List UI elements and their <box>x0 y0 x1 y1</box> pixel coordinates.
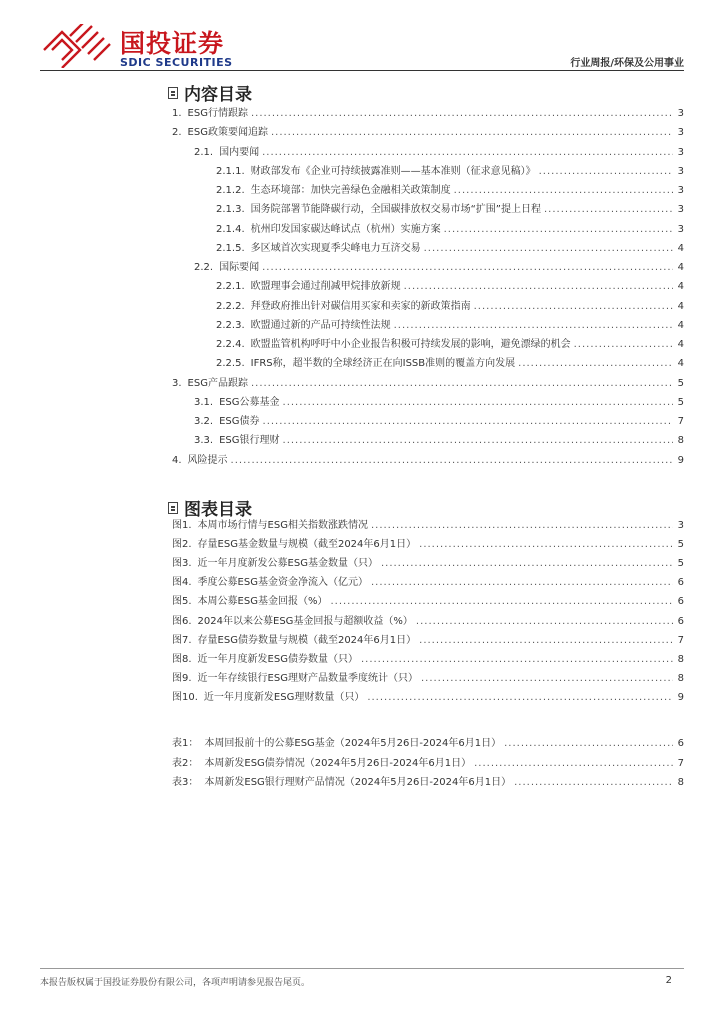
toc-entry[interactable] <box>172 671 684 687</box>
toc-entry[interactable] <box>216 202 684 218</box>
entry-page: 4 <box>677 262 684 273</box>
leader-dots <box>283 433 673 449</box>
entry-number: 3.2. <box>194 416 214 427</box>
entry-title: 本周新发ESG债券情况（2024年5月26日-2024年6月1日） <box>204 757 472 769</box>
entry-page: 7 <box>677 416 684 427</box>
toc-entry[interactable] <box>172 518 684 534</box>
toc-entry[interactable] <box>172 594 684 610</box>
leader-dots <box>514 775 673 791</box>
entry-title: 欧盟监管机构呼吁中小企业报告积极可持续发展的影响，避免漂绿的机会 <box>250 339 571 350</box>
page-number: 2 <box>665 975 672 986</box>
toc-entry[interactable] <box>172 736 684 752</box>
entry-number: 图10. <box>172 691 198 703</box>
entry-page: 4 <box>677 242 684 254</box>
entry-page: 4 <box>677 281 684 293</box>
entry-title: 欧盟理事会通过削减甲烷排放新规 <box>250 281 401 293</box>
leader-dots <box>518 356 672 372</box>
entry-title: ESG政策要闻追踪 <box>187 127 268 139</box>
entry-page: 7 <box>677 757 684 769</box>
entry-number: 1. <box>172 108 182 119</box>
toc-entry[interactable] <box>194 260 684 276</box>
logo-english-name: SDIC SECURITIES <box>120 56 233 69</box>
entry-number: 图3. <box>172 558 192 570</box>
leader-dots <box>504 736 673 752</box>
entry-number: 图4. <box>172 577 192 589</box>
entry-page: 5 <box>677 396 684 408</box>
toc-entry[interactable] <box>172 106 684 122</box>
toc-entry[interactable] <box>172 537 684 553</box>
entry-page: 3 <box>677 146 684 158</box>
entry-title: ESG行情跟踪 <box>187 108 248 119</box>
leader-dots <box>421 671 673 687</box>
entry-page: 5 <box>677 558 684 570</box>
toc-entry[interactable] <box>172 633 684 649</box>
toc-entry[interactable] <box>216 318 684 334</box>
entry-page: 3 <box>677 185 684 196</box>
entry-page: 4 <box>677 319 684 331</box>
toc-entry[interactable] <box>216 279 684 295</box>
leader-dots <box>394 318 673 334</box>
entry-number: 图6. <box>172 615 192 627</box>
entry-number: 图1. <box>172 520 192 531</box>
toc-entry[interactable] <box>172 575 684 591</box>
entry-number: 图9. <box>172 672 192 684</box>
leader-dots <box>454 183 673 199</box>
entry-title: ESG公募基金 <box>219 396 280 408</box>
entry-page: 8 <box>677 653 684 665</box>
entry-page: 3 <box>677 108 684 119</box>
leader-dots <box>574 337 673 353</box>
entry-title: 本周回报前十的公募ESG基金（2024年5月26日-2024年6月1日） <box>204 738 502 749</box>
entry-page: 3 <box>677 127 684 139</box>
leader-dots <box>419 537 672 553</box>
leader-dots <box>371 518 673 534</box>
entry-number: 2.2.1. <box>216 281 245 293</box>
entry-number: 3.1. <box>194 396 214 408</box>
leader-dots <box>330 594 672 610</box>
entry-page: 8 <box>677 672 684 684</box>
toc-entry[interactable] <box>216 299 684 315</box>
entry-number: 表3： <box>172 777 199 788</box>
footer-divider <box>40 968 684 969</box>
toc-title: 内容目录 <box>168 80 252 105</box>
entry-number: 2.1.2. <box>216 185 245 196</box>
entry-number: 3.3. <box>194 435 214 447</box>
entry-title: 生态环境部：加快完善绿色金融相关政策制度 <box>250 185 451 196</box>
entry-title: 存量ESG基金数量与规模（截至2024年6月1日） <box>197 539 417 551</box>
entry-page: 6 <box>677 596 684 608</box>
entry-title: 欧盟通过新的产品可持续性法规 <box>250 319 391 331</box>
toc-entry[interactable] <box>194 433 684 449</box>
entry-number: 2.1.5. <box>216 242 245 254</box>
entry-number: 2.1.3. <box>216 204 245 216</box>
toc-entry[interactable] <box>216 183 684 199</box>
toc-entry[interactable] <box>216 241 684 257</box>
entry-title: 近一年月度新发ESG债券数量（只） <box>197 653 358 665</box>
leader-dots <box>367 690 672 706</box>
toc-entry[interactable] <box>216 222 684 238</box>
document-icon <box>168 502 178 514</box>
leader-dots <box>544 202 673 218</box>
entry-number: 图7. <box>172 634 192 646</box>
entry-page: 9 <box>677 454 684 466</box>
entry-number: 2.2.5. <box>216 358 245 370</box>
entry-number: 2. <box>172 127 182 139</box>
footer-disclaimer: 本报告版权属于国投证券股份有限公司，各项声明请参见报告尾页。 <box>40 978 311 988</box>
toc-entry[interactable] <box>172 453 684 469</box>
entry-title: 2024年以来公募ESG基金回报与超额收益（%） <box>197 615 413 627</box>
entry-page: 4 <box>677 358 684 370</box>
entry-title: 本周新发ESG银行理财产品情况（2024年5月26日-2024年6月1日） <box>204 777 512 788</box>
entry-number: 2.1.1. <box>216 165 245 177</box>
leader-dots <box>283 395 673 411</box>
entry-title: 本周公募ESG基金回报（%） <box>197 596 328 608</box>
entry-page: 6 <box>677 615 684 627</box>
leader-dots <box>404 279 673 295</box>
entry-number: 图5. <box>172 596 192 608</box>
leader-dots <box>371 575 673 591</box>
toc-entry[interactable] <box>216 164 684 180</box>
leader-dots <box>361 652 673 668</box>
entry-page: 4 <box>677 339 684 350</box>
entry-title: 杭州印发国家碳达峰试点（杭州）实施方案 <box>250 223 441 235</box>
entry-title: 近一年存续银行ESG理财产品数量季度统计（只） <box>197 672 418 684</box>
entry-title: 存量ESG债券数量与规模（截至2024年6月1日） <box>197 634 417 646</box>
toc-entry[interactable] <box>172 690 684 706</box>
leader-dots <box>263 414 673 430</box>
toc-entry[interactable] <box>172 556 684 572</box>
leader-dots <box>271 125 673 141</box>
figures-title: 图表目录 <box>168 495 252 520</box>
leader-dots <box>251 376 673 392</box>
toc-entry[interactable] <box>216 356 684 372</box>
entry-number: 2.2.2. <box>216 300 245 312</box>
entry-number: 图8. <box>172 653 192 665</box>
entry-title: 风险提示 <box>187 454 228 466</box>
toc-entry[interactable] <box>172 652 684 668</box>
entry-page: 3 <box>677 520 684 531</box>
leader-dots <box>444 222 673 238</box>
entry-title: 季度公募ESG基金资金净流入（亿元） <box>197 577 368 589</box>
leader-dots <box>424 241 673 257</box>
toc-entry[interactable] <box>172 125 684 141</box>
report-category: 行业周报/环保及公用事业 <box>570 58 684 69</box>
entry-page: 6 <box>677 577 684 589</box>
entry-number: 2.2.3. <box>216 319 245 331</box>
entry-title: IFRS称，超半数的全球经济正在向ISSB准则的覆盖方向发展 <box>250 358 516 370</box>
entry-number: 3. <box>172 377 182 389</box>
leader-dots <box>231 453 673 469</box>
leader-dots <box>262 145 673 161</box>
entry-page: 9 <box>677 691 684 703</box>
entry-title: 本周市场行情与ESG相关指数涨跌情况 <box>197 520 368 531</box>
entry-title: ESG银行理财 <box>219 435 280 447</box>
entry-page: 5 <box>677 539 684 551</box>
leader-dots <box>416 614 673 630</box>
entry-title: 近一年月度新发ESG理财数量（只） <box>203 691 365 703</box>
entry-number: 2.1.4. <box>216 223 245 235</box>
entry-page: 7 <box>677 634 684 646</box>
leader-dots <box>539 164 673 180</box>
toc-entry[interactable] <box>194 395 684 411</box>
leader-dots <box>381 556 673 572</box>
toc-entry[interactable] <box>172 756 684 772</box>
company-logo <box>40 22 240 72</box>
entry-page: 5 <box>677 377 684 389</box>
entry-title: 多区域首次实现夏季尖峰电力互济交易 <box>250 242 421 254</box>
toc-entry[interactable] <box>172 775 684 791</box>
leader-dots <box>474 756 673 772</box>
logo-chinese-name: 国投证券 <box>120 29 225 58</box>
entry-number: 2.2.4. <box>216 339 245 350</box>
toc-entry[interactable] <box>216 337 684 353</box>
entry-number: 2.1. <box>194 146 214 158</box>
entry-page: 3 <box>677 223 684 235</box>
leader-dots <box>474 299 673 315</box>
document-icon <box>168 87 178 99</box>
entry-number: 2.2. <box>194 262 214 273</box>
toc-entry[interactable] <box>194 145 684 161</box>
entry-number: 4. <box>172 454 182 466</box>
entry-page: 8 <box>677 777 684 788</box>
entry-title: 国务院部署节能降碳行动，全国碳排放权交易市场“扩围”提上日程 <box>250 204 541 216</box>
entry-number: 表1： <box>172 738 199 749</box>
entry-title: 国际要闻 <box>219 262 260 273</box>
entry-number: 图2. <box>172 539 192 551</box>
entry-page: 8 <box>677 435 684 447</box>
leader-dots <box>251 106 673 122</box>
entry-title: 财政部发布《企业可持续披露准则——基本准则（征求意见稿）》 <box>250 165 536 177</box>
entry-number: 表2： <box>172 757 199 769</box>
leader-dots <box>262 260 673 276</box>
entry-title: ESG产品跟踪 <box>187 377 248 389</box>
entry-title: ESG债券 <box>219 416 260 427</box>
entry-page: 3 <box>677 204 684 216</box>
leader-dots <box>419 633 672 649</box>
entry-title: 近一年月度新发公募ESG基金数量（只） <box>197 558 378 570</box>
entry-title: 拜登政府推出针对碳信用买家和卖家的新政策指南 <box>250 300 471 312</box>
toc-entry[interactable] <box>172 614 684 630</box>
toc-entry[interactable] <box>194 414 684 430</box>
entry-title: 国内要闻 <box>219 146 260 158</box>
header-divider <box>40 70 684 71</box>
entry-page: 3 <box>677 165 684 177</box>
toc-entry[interactable] <box>172 376 684 392</box>
logo-mark-icon <box>40 24 114 68</box>
entry-page: 6 <box>677 738 684 749</box>
entry-page: 4 <box>677 300 684 312</box>
